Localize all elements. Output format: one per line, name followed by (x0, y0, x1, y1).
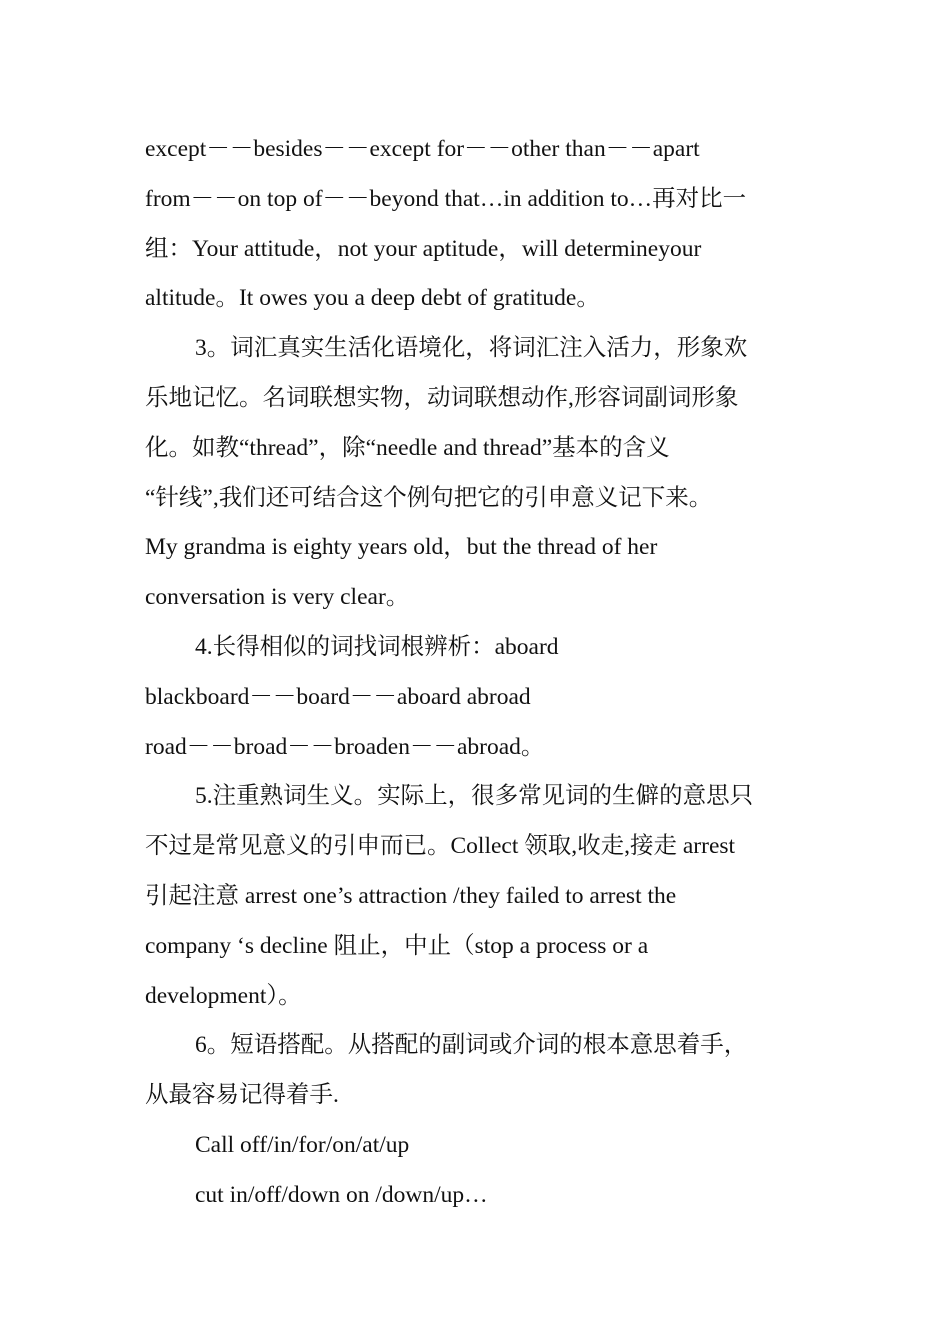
paragraph-3-start: 3。词汇真实生活化语境化，将词汇注入活力，形象欢 (195, 335, 748, 362)
text-line: “针线”,我们还可结合这个例句把它的引申意义记下来。 (145, 484, 713, 511)
text-line: 乐地记忆。名词联想实物，动词联想动作,形容词副词形象 (145, 384, 739, 411)
paragraph-4-start: 4.长得相似的词找词根辨析：aboard (195, 633, 559, 660)
text-line: 不过是常见意义的引申而已。Collect 领取,收走,接走 arrest (145, 833, 736, 860)
text-line: 化。如教“thread”，除“needle and thread”基本的含义 (145, 434, 670, 461)
phrase-example-cut: cut in/off/down on /down/up… (195, 1181, 488, 1208)
paragraph-6-start: 6。短语搭配。从搭配的副词或介词的根本意思着手， (195, 1032, 748, 1059)
text-line: 引起注意 arrest one’s attraction /they failed to arrest the (145, 882, 677, 909)
text-line: from－－on top of－－beyond that…in addition to…再对比一 (145, 185, 747, 212)
text-line: company ‘s decline 阻止，中止（stop a process or a (145, 932, 649, 959)
document-body (145, 125, 805, 1221)
text-line: My grandma is eighty years old，but the thread of her (145, 534, 658, 561)
text-line: development）。 (145, 982, 302, 1009)
text-line: 从最容易记得着手. (145, 1082, 339, 1109)
text-line: road－－broad－－broaden－－abroad。 (145, 733, 545, 760)
paragraph-5-start: 5.注重熟词生义。实际上，很多常见词的生僻的意思只 (195, 783, 754, 810)
text-line: except－－besides－－except for－－other than－－apart (145, 136, 700, 162)
phrase-example-call: Call off/in/for/on/at/up (195, 1131, 410, 1158)
text-line: blackboard－－board－－aboard abroad (145, 683, 531, 710)
text-line: conversation is very clear。 (145, 584, 410, 611)
text-line: altitude。It owes you a deep debt of gratitude。 (145, 285, 600, 312)
text-line: 组：Your attitude，not your aptitude，will determineyour (145, 235, 702, 262)
